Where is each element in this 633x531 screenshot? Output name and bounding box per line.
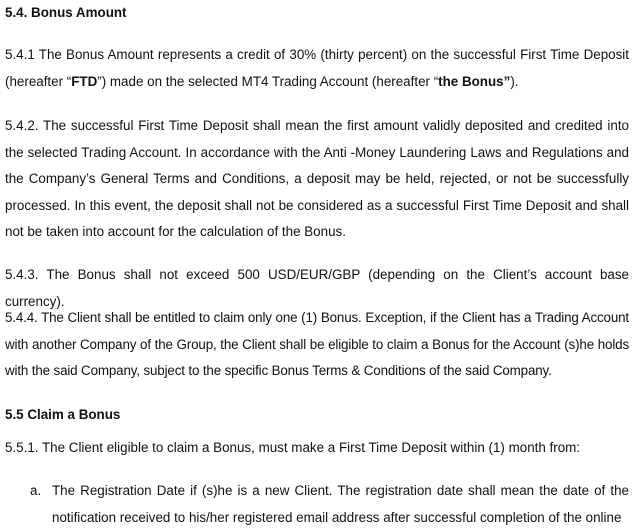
- bonus-term: the Bonus”: [438, 73, 511, 89]
- paragraph-5-4-3: 5.4.3. The Bonus shall not exceed 500 USD/EUR/GBP (depending on the Client’s account base currency).: [5, 267, 629, 309]
- paragraph-5-4-1-text-b: ”) made on the selected MT4 Trading Account (hereafter “: [97, 73, 439, 89]
- list-marker: a.: [30, 483, 42, 498]
- paragraph-5-4-1: [5, 42, 629, 95]
- paragraph-5-5-1: 5.5.1. The Client eligible to claim a Bonus, must make a First Time Deposit within (1) month from:: [5, 440, 581, 455]
- paragraph-5-4-1-text-c: ).: [510, 73, 519, 89]
- section-heading-bonus-amount: 5.4. Bonus Amount: [5, 5, 127, 20]
- list-item-text: The Registration Date if (s)he is a new Client. The registration date shall mean the date of the notification received to his/her registered email address after successful completion of the online: [52, 483, 629, 525]
- list-item-a: [5, 478, 629, 531]
- paragraph-5-4-2: 5.4.2. The successful First Time Deposit shall mean the first amount validly deposited and credited into the selected Trading Account. In accordance with the Anti -Money Laundering Laws and Regulations and the Company’s General Terms and Conditions, a deposit may be held, rejected, or not be successfully processed. In this event, the deposit shall not be considered as a successful First Time Deposit and shall not be taken into account for the calculation of the Bonus.: [5, 118, 629, 240]
- ftd-term: FTD: [71, 73, 98, 89]
- paragraph-5-4-4: 5.4.4. The Client shall be entitled to claim only one (1) Bonus. Exception, if the Client has a Trading Account with another Company of the Group, the Client shall be eligible to claim a Bonus for the Account (s)he holds with the said Company, subject to the specific Bonus Terms & Conditions of the said Company.: [5, 310, 629, 379]
- section-heading-claim-bonus: 5.5 Claim a Bonus: [5, 407, 121, 422]
- paragraph-5-4-1-text-a: 5.4.1 The Bonus Amount represents a credit of 30% (thirty percent) on the successful First Time Deposit (hereafter “: [5, 47, 629, 89]
